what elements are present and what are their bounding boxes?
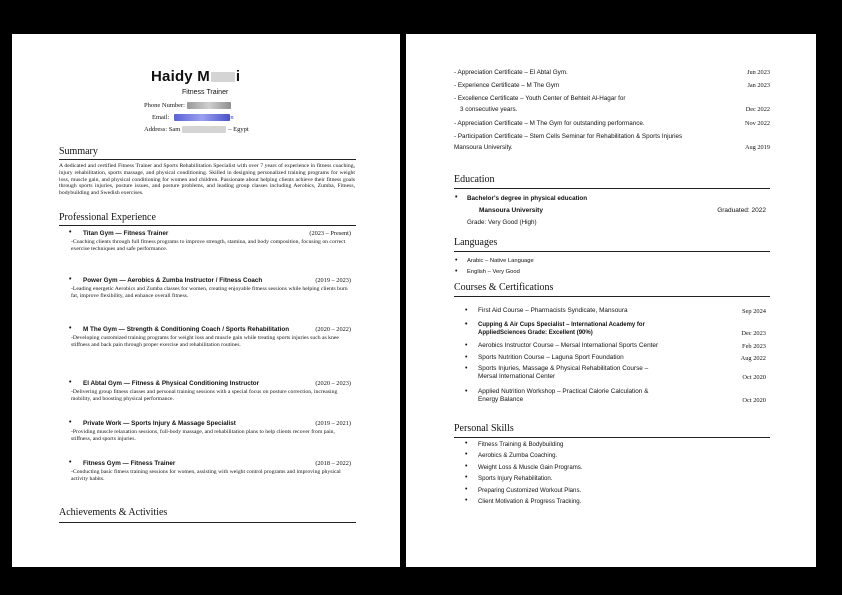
redaction-blur xyxy=(182,126,226,133)
experience-item: • Private Work — Sports Injury & Massage Specialist (2019 – 2021) -Providing muscle relaxation sessions, full-body massage, and rehabilitation plans to help clients recover from pain, stiffness, and sports injuries. xyxy=(59,420,355,443)
courses-heading: Courses & Certifications xyxy=(454,282,554,293)
experience-item: • M The Gym — Strength & Conditioning Coach / Sports Rehabilitation (2020 – 2022) -Developing customized training programs for weight loss and muscle gain while treating sports injuries such as knee stiffness and back pain through proper exercise and rehabilitation routines. xyxy=(59,326,355,349)
section-divider xyxy=(59,225,356,226)
achievement-item-cont: 3 consecutive years. Dec 2022 xyxy=(460,106,770,113)
education-degree: • Bachelor's degree in physical education xyxy=(467,195,587,202)
education-school-line: Mansoura University Graduated: 2022 xyxy=(479,207,766,214)
education-grade: Grade: Very Good (High) xyxy=(467,219,537,226)
section-divider xyxy=(454,296,770,297)
section-divider xyxy=(59,159,356,160)
achievement-item: - Appreciation Certificate – El Abtal Gym. Jun 2023 xyxy=(454,69,770,76)
skills-heading: Personal Skills xyxy=(454,423,514,434)
address-line: Address: Sam – Egypt xyxy=(144,126,249,133)
graduation-year: Graduated: 2022 xyxy=(717,207,766,214)
skill-item: • Sports Injury Rehabilitation. xyxy=(478,475,553,482)
experience-heading: Professional Experience xyxy=(59,212,156,223)
skill-item: • Fitness Training & Bodybuilding xyxy=(478,441,563,448)
language-item: • Arabic – Native Language xyxy=(467,258,534,264)
course-item: • Sports Nutrition Course – Laguna Sport Foundation Aug 2022 xyxy=(478,354,766,362)
language-item: • English – Very Good xyxy=(467,269,520,275)
experience-item: • Power Gym — Aerobics & Zumba Instructor / Fitness Coach (2019 – 2023) -Leading energetic Aerobics and Zumba classes for women, creating enjoyable fitness sessions while helping clients burn fat, improve flexibility, and enhance overall fitness. xyxy=(59,277,355,300)
email-line: Email: n xyxy=(152,114,234,121)
redaction-blur xyxy=(187,102,231,109)
achievement-item-cont: Mansoura University. Aug 2019 xyxy=(454,144,770,151)
achievements-heading: Achievements & Activities xyxy=(59,507,168,518)
languages-heading: Languages xyxy=(454,237,498,248)
experience-item: • El Abtal Gym — Fitness & Physical Conditioning Instructor (2020 – 2023) -Delivering group fitness classes and personal training sessions with a special focus on posture correction, increasing mobility, and boosting physical performance. xyxy=(59,380,355,403)
skill-item: • Weight Loss & Muscle Gain Programs. xyxy=(478,464,583,471)
redaction-blur xyxy=(211,72,235,82)
section-divider xyxy=(454,251,770,252)
achievement-item: - Experience Certificate – M The Gym Jan 2023 xyxy=(454,82,770,89)
achievement-item: - Participation Certificate – Stem Cells Seminar for Rehabilitation & Sports Injuries xyxy=(454,133,683,140)
skill-item: • Client Motivation & Progress Tracking. xyxy=(478,498,581,505)
achievement-item: - Excellence Certificate – Youth Center of Behteit Al-Hagar for xyxy=(454,95,626,102)
candidate-name: Haidy M i xyxy=(151,68,241,85)
summary-text: A dedicated and certified Fitness Trainer and Sports Rehabilitation Specialist with over 7 years of experience in fitness coaching, injury rehabilitation, sports massage, and physical conditioning. Skilled in designing personalized training programs for weight loss, muscle gain, and physical conditioning for women and children. Passionate about helping clients achieve their fitness goals through sports injuries, posture issues, and posture problems, and leading group classes including Aerobics, Zumba, Fitness, bodybuilding and Swedish exercises. xyxy=(59,163,355,197)
experience-item: • Titan Gym — Fitness Trainer (2023 – Present) -Coaching clients through full fitness programs to improve strength, stamina, and body composition, focusing on correct exercise techniques and safe performance. xyxy=(59,230,355,253)
achievement-item: - Appreciation Certificate – M The Gym for outstanding performance. Nov 2022 xyxy=(454,120,770,127)
skill-item: • Aerobics & Zumba Coaching. xyxy=(478,452,557,459)
education-heading: Education xyxy=(454,174,495,185)
course-item: • First Aid Course – Pharmacists Syndicate, Mansoura Sep 2024 xyxy=(478,307,766,315)
section-divider xyxy=(454,437,770,438)
experience-item: • Fitness Gym — Fitness Trainer (2018 – 2022) -Conducting basic fitness training sessions for women, assisting with weight control programs and improving physical activity habits. xyxy=(59,460,355,483)
job-title: Fitness Trainer xyxy=(182,89,229,96)
course-item: • Cupping & Air Cups Specialist – International Academy for AppliedSciences Grade: Excellent (90%) Dec 2023 xyxy=(478,321,766,337)
skill-item: • Preparing Customized Workout Plans. xyxy=(478,487,581,494)
resume-page-2 xyxy=(406,34,816,567)
course-item: • Applied Nutrition Workshop – Practical Calorie Calculation & Energy Balance Oct 2020 xyxy=(478,388,766,404)
phone-line: Phone Number: xyxy=(144,102,231,109)
resume-page-1 xyxy=(12,34,400,567)
section-divider xyxy=(454,188,770,189)
course-item: • Sports Injuries, Massage & Physical Rehabilitation Course – Mersal International Center Oct 2020 xyxy=(478,365,766,381)
summary-heading: Summary xyxy=(59,146,98,157)
section-divider xyxy=(59,522,356,523)
course-item: • Aerobics Instructor Course – Mersal International Sports Center Feb 2023 xyxy=(478,342,766,350)
redaction-blur xyxy=(174,114,230,121)
